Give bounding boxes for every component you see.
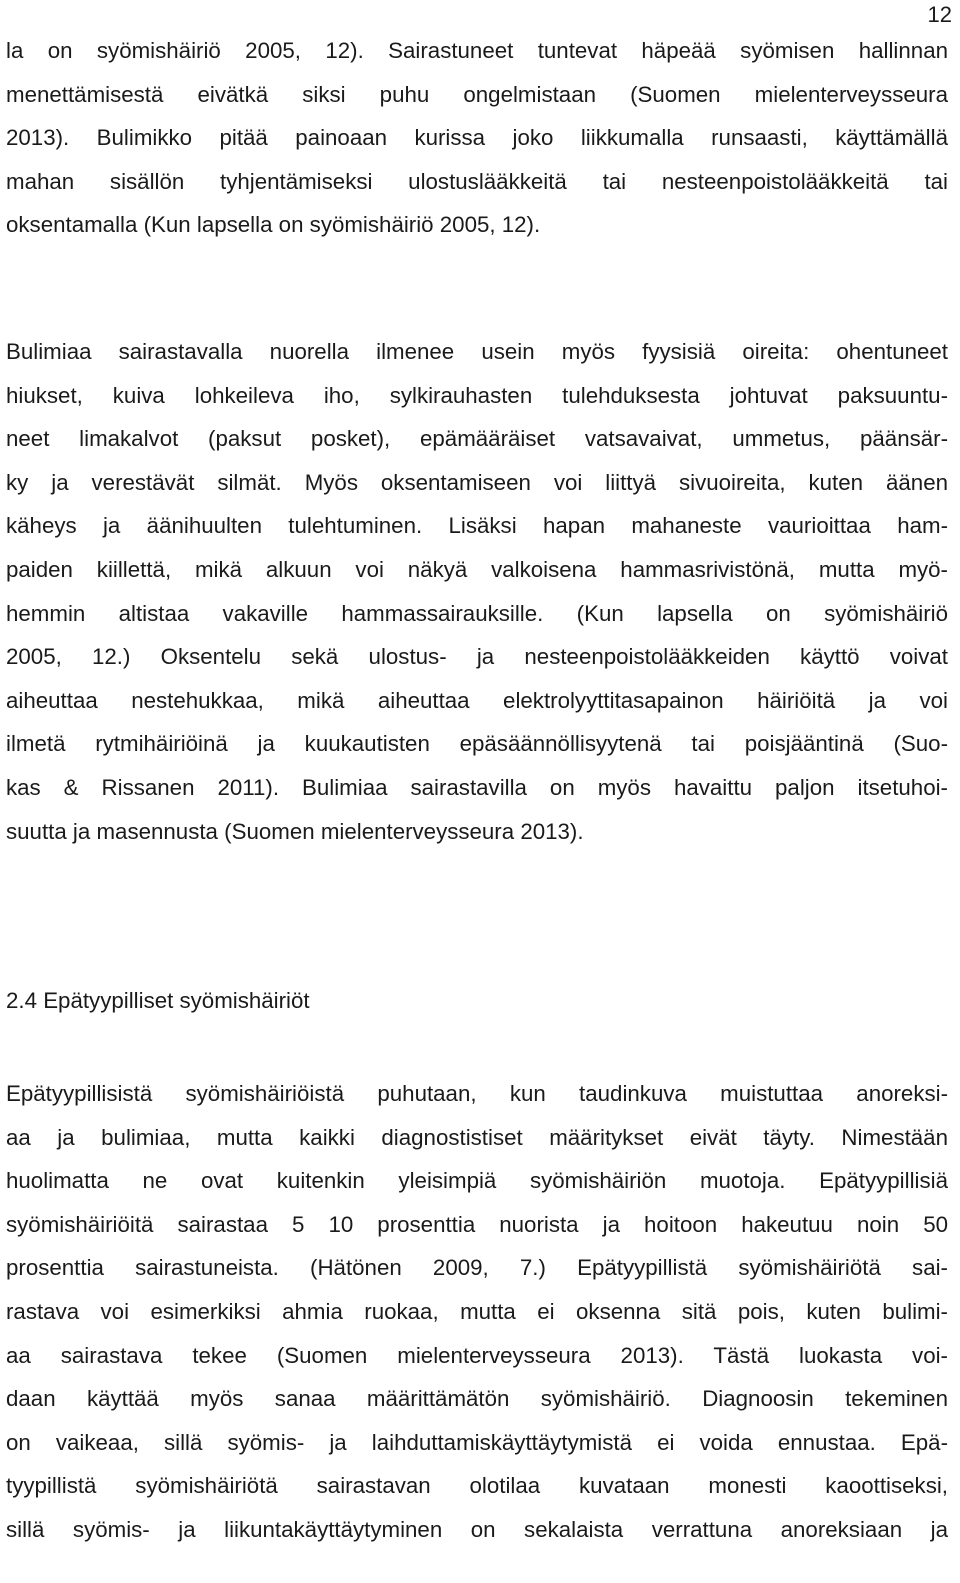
text-line: kas & Rissanen 2011). Bulimiaa sairastavilla on myös havaittu paljon itsetuhoi-	[6, 774, 948, 800]
text-line: rastava voi esimerkiksi ahmia ruokaa, mutta ei oksenna sitä pois, kuten bulimi-	[6, 1298, 948, 1324]
text-line: aa sairastava tekee (Suomen mielenterveysseura 2013). Tästä luokasta voi-	[6, 1342, 948, 1368]
text-line: neet limakalvot (paksut posket), epämääräiset vatsavaivat, ummetus, päänsär-	[6, 426, 948, 452]
text-line: on vaikeaa, sillä syömis- ja laihduttamiskäyttäytymistä ei voida ennustaa. Epä-	[6, 1429, 948, 1455]
text-line: tyypillistä syömishäiriötä sairastavan olotilaa kuvataan monesti kaoottiseksi,	[6, 1473, 948, 1499]
text-line: hiukset, kuiva lohkeileva iho, sylkirauhasten tulehduksesta johtuvat paksuuntu-	[6, 382, 948, 408]
text-line: la on syömishäiriö 2005, 12). Sairastuneet tuntevat häpeää syömisen hallinnan	[6, 38, 948, 63]
text-line: mahan sisällön tyhjentämiseksi ulostuslääkkeitä tai nesteenpoistolääkkeitä tai	[6, 168, 948, 194]
text-line: menettämisestä eivätkä siksi puhu ongelmistaan (Suomen mielenterveysseura	[6, 81, 948, 107]
text-line: aa ja bulimiaa, mutta kaikki diagnostistiset määritykset eivät täyty. Nimestään	[6, 1124, 948, 1150]
text-line: ilmetä rytmihäiriöinä ja kuukautisten epäsäännöllisyytenä tai poisjääntinä (Suo-	[6, 731, 948, 757]
paragraph-bulimia-symptoms	[6, 330, 948, 853]
paragraph-bulimia-control	[6, 29, 948, 247]
text-line: daan käyttää myös sanaa määrittämätön syömishäiriö. Diagnoosin tekeminen	[6, 1386, 948, 1412]
text-line: syömishäiriöitä sairastaa 5 10 prosenttia nuorista ja hoitoon hakeutuu noin 50	[6, 1211, 948, 1237]
text-line: ky ja verestävät silmät. Myös oksentamiseen voi liittyä sivuoireita, kuten äänen	[6, 469, 948, 495]
text-line: 2013). Bulimikko pitää painoaan kurissa joko liikkumalla runsaasti, käyttämällä	[6, 125, 948, 151]
section-heading: 2.4 Epätyypilliset syömishäiriöt	[6, 988, 310, 1013]
paragraph-atypical-eating-disorders	[6, 1072, 948, 1552]
text-line: Bulimiaa sairastavalla nuorella ilmenee usein myös fyysisiä oireita: ohentuneet	[6, 339, 948, 364]
text-line: aiheuttaa nestehukkaa, mikä aiheuttaa elektrolyyttitasapainon häiriöitä ja voi	[6, 687, 948, 713]
text-line: sillä syömis- ja liikuntakäyttäytyminen on sekalaista verrattuna anoreksiaan ja	[6, 1516, 948, 1542]
text-line: 2005, 12.) Oksentelu sekä ulostus- ja nesteenpoistolääkkeiden käyttö voivat	[6, 644, 948, 670]
text-line: hemmin altistaa vakaville hammassairauksille. (Kun lapsella on syömishäiriö	[6, 600, 948, 626]
text-line: paiden kiillettä, mikä alkuun voi näkyä valkoisena hammasrivistönä, mutta myö-	[6, 556, 948, 582]
page-number: 12	[927, 2, 952, 27]
text-line: käheys ja äänihuulten tulehtuminen. Lisäksi hapan mahaneste vaurioittaa ham-	[6, 513, 948, 539]
text-line: oksentamalla (Kun lapsella on syömishäiriö 2005, 12).	[6, 212, 541, 238]
text-line: suutta ja masennusta (Suomen mielenterveysseura 2013).	[6, 818, 584, 844]
text-line: prosenttia sairastuneista. (Hätönen 2009, 7.) Epätyypillistä syömishäiriötä sai-	[6, 1255, 948, 1281]
text-line: Epätyypillisistä syömishäiriöistä puhutaan, kun taudinkuva muistuttaa anoreksi-	[6, 1081, 948, 1106]
text-line: huolimatta ne ovat kuitenkin yleisimpiä syömishäiriön muotoja. Epätyypillisiä	[6, 1168, 948, 1194]
